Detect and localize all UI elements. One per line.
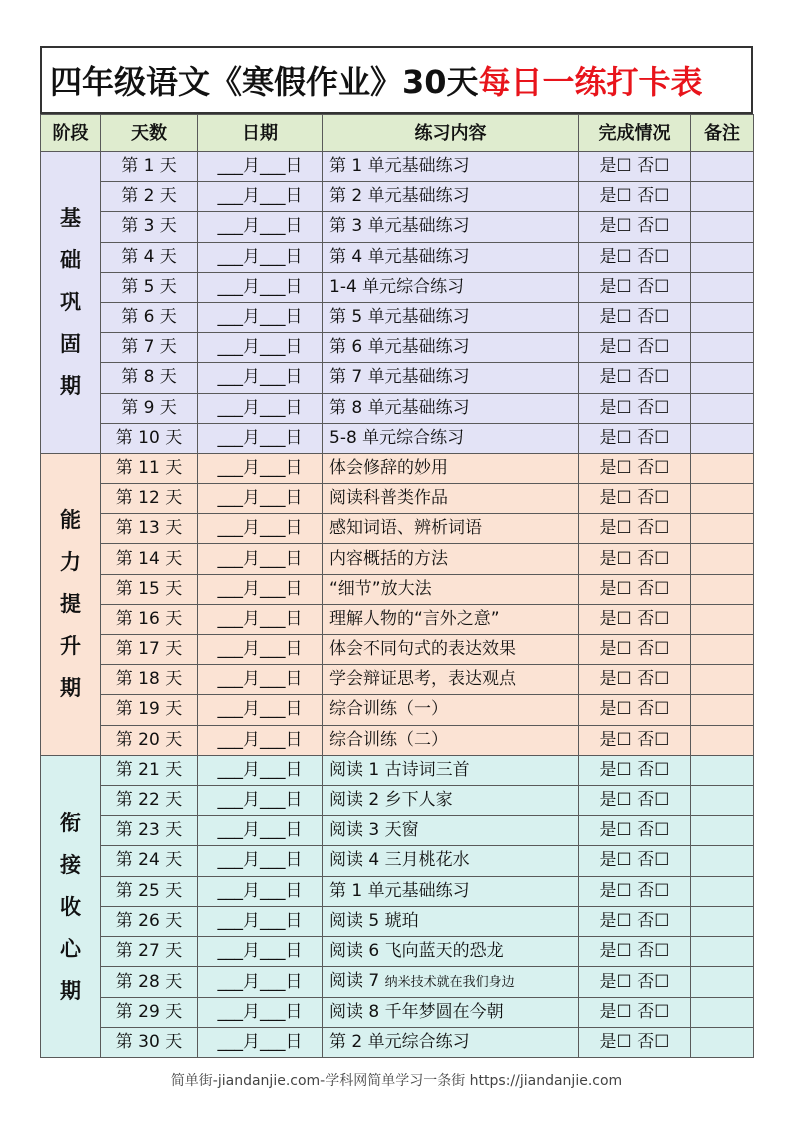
table-row	[41, 998, 754, 1028]
notes-cell[interactable]	[691, 967, 754, 998]
content-text: “细节”放大法	[329, 578, 432, 599]
status-checkboxes[interactable]: 是☐ 否☐	[579, 846, 691, 876]
status-checkboxes[interactable]: 是☐ 否☐	[579, 635, 691, 665]
status-checkboxes[interactable]: 是☐ 否☐	[579, 785, 691, 815]
notes-cell[interactable]	[691, 302, 754, 332]
notes-cell[interactable]	[691, 393, 754, 423]
status-checkboxes[interactable]: 是☐ 否☐	[579, 423, 691, 453]
notes-cell[interactable]	[691, 152, 754, 182]
table-row	[41, 906, 754, 936]
content-cell	[323, 1028, 579, 1058]
status-checkboxes[interactable]: 是☐ 否☐	[579, 876, 691, 906]
content-text: 第 5 单元基础练习	[329, 307, 470, 328]
checkin-table	[40, 114, 754, 1058]
table-row	[41, 755, 754, 785]
date-cell[interactable]: ___月___日	[198, 393, 323, 423]
content-text: 第 4 单元基础练习	[329, 246, 470, 267]
status-checkboxes[interactable]: 是☐ 否☐	[579, 574, 691, 604]
date-cell[interactable]: ___月___日	[198, 785, 323, 815]
notes-cell[interactable]	[691, 423, 754, 453]
table-row	[41, 574, 754, 604]
date-cell[interactable]: ___月___日	[198, 846, 323, 876]
date-cell[interactable]: ___月___日	[198, 272, 323, 302]
content-text: 阅读科普类作品	[329, 488, 448, 509]
content-text: 第 7 单元基础练习	[329, 367, 470, 388]
status-checkboxes[interactable]: 是☐ 否☐	[579, 182, 691, 212]
content-cell	[323, 876, 579, 906]
content-cell	[323, 755, 579, 785]
content-text: 第 8 单元基础练习	[329, 397, 470, 418]
notes-cell[interactable]	[691, 514, 754, 544]
footer-watermark: 简单街-jiandanjie.com-学科网简单学习一条街 https://jiandanjie.com	[170, 1073, 623, 1089]
status-checkboxes[interactable]: 是☐ 否☐	[579, 695, 691, 725]
notes-cell[interactable]	[691, 998, 754, 1028]
content-text: 1-4 单元综合练习	[329, 276, 465, 297]
day-cell: 第 26 天	[101, 906, 198, 936]
date-cell[interactable]: ___月___日	[198, 514, 323, 544]
day-cell: 第 13 天	[101, 514, 198, 544]
day-cell: 第 22 天	[101, 785, 198, 815]
day-cell: 第 23 天	[101, 816, 198, 846]
content-text-small: 纳米技术就在我们身边	[384, 975, 515, 991]
notes-cell[interactable]	[691, 906, 754, 936]
stage-label: 衔 接 收 心 期	[41, 755, 101, 1058]
content-text: 5-8 单元综合练习	[329, 427, 465, 448]
content-cell	[323, 635, 579, 665]
table-row	[41, 1028, 754, 1058]
day-cell: 第 4 天	[101, 242, 198, 272]
table-body	[41, 152, 754, 1058]
status-checkboxes[interactable]: 是☐ 否☐	[579, 363, 691, 393]
status-checkboxes[interactable]: 是☐ 否☐	[579, 242, 691, 272]
status-checkboxes[interactable]: 是☐ 否☐	[579, 604, 691, 634]
notes-cell[interactable]	[691, 695, 754, 725]
table-row	[41, 363, 754, 393]
table-row	[41, 242, 754, 272]
page-title	[40, 46, 753, 114]
schedule-sheet	[40, 46, 753, 1058]
content-text: 阅读 1 古诗词三首	[329, 759, 470, 780]
status-checkboxes[interactable]: 是☐ 否☐	[579, 302, 691, 332]
content-cell	[323, 423, 579, 453]
table-row	[41, 635, 754, 665]
day-cell: 第 19 天	[101, 695, 198, 725]
title-highlight: 每日一练打卡表	[478, 63, 703, 101]
content-text: 学会辩证思考，表达观点	[329, 669, 516, 690]
content-text: 第 1 单元基础练习	[329, 880, 470, 901]
status-checkboxes[interactable]: 是☐ 否☐	[579, 393, 691, 423]
day-cell: 第 11 天	[101, 453, 198, 483]
notes-cell[interactable]	[691, 816, 754, 846]
content-cell	[323, 544, 579, 574]
content-text: 阅读 6 飞向蓝天的恐龙	[329, 940, 504, 961]
notes-cell[interactable]	[691, 182, 754, 212]
table-row	[41, 514, 754, 544]
content-cell	[323, 936, 579, 966]
date-cell[interactable]: ___月___日	[198, 333, 323, 363]
header-stage: 阶段	[41, 115, 101, 152]
date-cell[interactable]: ___月___日	[198, 695, 323, 725]
notes-cell[interactable]	[691, 604, 754, 634]
day-cell: 第 1 天	[101, 152, 198, 182]
day-cell: 第 20 天	[101, 725, 198, 755]
content-cell	[323, 212, 579, 242]
content-text: 阅读 7	[329, 971, 385, 992]
status-checkboxes[interactable]: 是☐ 否☐	[579, 514, 691, 544]
day-cell: 第 27 天	[101, 936, 198, 966]
date-cell[interactable]: ___月___日	[198, 453, 323, 483]
table-row	[41, 182, 754, 212]
content-cell	[323, 998, 579, 1028]
content-cell	[323, 574, 579, 604]
notes-cell[interactable]	[691, 665, 754, 695]
notes-cell[interactable]	[691, 574, 754, 604]
day-cell: 第 2 天	[101, 182, 198, 212]
notes-cell[interactable]	[691, 242, 754, 272]
status-checkboxes[interactable]: 是☐ 否☐	[579, 816, 691, 846]
content-cell	[323, 665, 579, 695]
content-text: 第 2 单元基础练习	[329, 186, 470, 207]
content-cell	[323, 242, 579, 272]
table-row	[41, 272, 754, 302]
notes-cell[interactable]	[691, 333, 754, 363]
content-cell	[323, 363, 579, 393]
day-cell: 第 8 天	[101, 363, 198, 393]
table-row	[41, 423, 754, 453]
date-cell[interactable]: ___月___日	[198, 998, 323, 1028]
table-row	[41, 846, 754, 876]
content-text: 内容概括的方法	[329, 548, 448, 569]
content-text: 第 2 单元综合练习	[329, 1032, 470, 1053]
stage-label: 基 础 巩 固 期	[41, 152, 101, 454]
status-checkboxes[interactable]: 是☐ 否☐	[579, 272, 691, 302]
day-cell: 第 18 天	[101, 665, 198, 695]
table-row	[41, 816, 754, 846]
status-checkboxes[interactable]: 是☐ 否☐	[579, 333, 691, 363]
content-cell	[323, 182, 579, 212]
content-text: 体会修辞的妙用	[329, 457, 448, 478]
date-cell[interactable]: ___月___日	[198, 755, 323, 785]
notes-cell[interactable]	[691, 363, 754, 393]
content-text: 阅读 3 天窗	[329, 820, 419, 841]
stage-label: 能 力 提 升 期	[41, 453, 101, 755]
status-checkboxes[interactable]: 是☐ 否☐	[579, 906, 691, 936]
table-row	[41, 876, 754, 906]
table-row	[41, 302, 754, 332]
table-row	[41, 695, 754, 725]
content-text: 理解人物的“言外之意”	[329, 608, 500, 629]
day-cell: 第 17 天	[101, 635, 198, 665]
notes-cell[interactable]	[691, 453, 754, 483]
date-cell[interactable]: ___月___日	[198, 152, 323, 182]
status-checkboxes[interactable]: 是☐ 否☐	[579, 936, 691, 966]
date-cell[interactable]: ___月___日	[198, 1028, 323, 1058]
notes-cell[interactable]	[691, 846, 754, 876]
content-text: 第 6 单元基础练习	[329, 337, 470, 358]
date-cell[interactable]: ___月___日	[198, 906, 323, 936]
day-cell: 第 6 天	[101, 302, 198, 332]
status-checkboxes[interactable]: 是☐ 否☐	[579, 484, 691, 514]
header-content: 练习内容	[323, 115, 579, 152]
status-checkboxes[interactable]: 是☐ 否☐	[579, 998, 691, 1028]
status-checkboxes[interactable]: 是☐ 否☐	[579, 453, 691, 483]
content-cell	[323, 152, 579, 182]
content-text: 阅读 4 三月桃花水	[329, 850, 470, 871]
date-cell[interactable]: ___月___日	[198, 242, 323, 272]
status-checkboxes[interactable]: 是☐ 否☐	[579, 967, 691, 998]
day-cell: 第 30 天	[101, 1028, 198, 1058]
day-cell: 第 29 天	[101, 998, 198, 1028]
title-main: 四年级语文《寒假作业》30天	[50, 63, 479, 101]
content-cell	[323, 967, 579, 998]
notes-cell[interactable]	[691, 1028, 754, 1058]
content-cell	[323, 393, 579, 423]
day-cell: 第 3 天	[101, 212, 198, 242]
table-row	[41, 393, 754, 423]
day-cell: 第 24 天	[101, 846, 198, 876]
content-text: 体会不同句式的表达效果	[329, 639, 516, 660]
day-cell: 第 15 天	[101, 574, 198, 604]
notes-cell[interactable]	[691, 484, 754, 514]
content-text: 综合训练（一）	[329, 699, 448, 720]
header-row	[41, 115, 754, 152]
content-cell	[323, 816, 579, 846]
table-row	[41, 453, 754, 483]
day-cell: 第 5 天	[101, 272, 198, 302]
header-status: 完成情况	[579, 115, 691, 152]
content-cell	[323, 906, 579, 936]
table-row	[41, 544, 754, 574]
content-cell	[323, 604, 579, 634]
status-checkboxes[interactable]: 是☐ 否☐	[579, 755, 691, 785]
date-cell[interactable]: ___月___日	[198, 484, 323, 514]
content-cell	[323, 484, 579, 514]
day-cell: 第 12 天	[101, 484, 198, 514]
day-cell: 第 25 天	[101, 876, 198, 906]
table-row	[41, 484, 754, 514]
date-cell[interactable]: ___月___日	[198, 665, 323, 695]
content-text: 第 3 单元基础练习	[329, 216, 470, 237]
content-text: 第 1 单元基础练习	[329, 156, 470, 177]
notes-cell[interactable]	[691, 755, 754, 785]
date-cell[interactable]: ___月___日	[198, 936, 323, 966]
status-checkboxes[interactable]: 是☐ 否☐	[579, 725, 691, 755]
notes-cell[interactable]	[691, 212, 754, 242]
date-cell[interactable]: ___月___日	[198, 635, 323, 665]
table-row	[41, 725, 754, 755]
notes-cell[interactable]	[691, 785, 754, 815]
header-day: 天数	[101, 115, 198, 152]
day-cell: 第 21 天	[101, 755, 198, 785]
content-cell	[323, 725, 579, 755]
date-cell[interactable]: ___月___日	[198, 302, 323, 332]
status-checkboxes[interactable]: 是☐ 否☐	[579, 152, 691, 182]
notes-cell[interactable]	[691, 876, 754, 906]
content-text: 感知词语、辨析词语	[329, 518, 482, 539]
content-text: 阅读 8 千年梦圆在今朝	[329, 1002, 504, 1023]
notes-cell[interactable]	[691, 272, 754, 302]
status-checkboxes[interactable]: 是☐ 否☐	[579, 212, 691, 242]
date-cell[interactable]: ___月___日	[198, 876, 323, 906]
table-row	[41, 604, 754, 634]
date-cell[interactable]: ___月___日	[198, 574, 323, 604]
table-row	[41, 936, 754, 966]
date-cell[interactable]: ___月___日	[198, 544, 323, 574]
table-row	[41, 785, 754, 815]
date-cell[interactable]: ___月___日	[198, 212, 323, 242]
content-cell	[323, 695, 579, 725]
content-cell	[323, 846, 579, 876]
day-cell: 第 16 天	[101, 604, 198, 634]
date-cell[interactable]: ___月___日	[198, 816, 323, 846]
date-cell[interactable]: ___月___日	[198, 604, 323, 634]
day-cell: 第 10 天	[101, 423, 198, 453]
table-row	[41, 333, 754, 363]
content-cell	[323, 785, 579, 815]
day-cell: 第 28 天	[101, 967, 198, 998]
status-checkboxes[interactable]: 是☐ 否☐	[579, 1028, 691, 1058]
content-cell	[323, 333, 579, 363]
date-cell[interactable]: ___月___日	[198, 725, 323, 755]
content-text: 综合训练（二）	[329, 729, 448, 750]
header-notes: 备注	[691, 115, 754, 152]
content-cell	[323, 272, 579, 302]
content-cell	[323, 514, 579, 544]
date-cell[interactable]: ___月___日	[198, 363, 323, 393]
date-cell[interactable]: ___月___日	[198, 967, 323, 998]
content-cell	[323, 453, 579, 483]
table-row	[41, 152, 754, 182]
table-row	[41, 665, 754, 695]
content-text: 阅读 5 琥珀	[329, 910, 419, 931]
status-checkboxes[interactable]: 是☐ 否☐	[579, 544, 691, 574]
date-cell[interactable]: ___月___日	[198, 182, 323, 212]
day-cell: 第 7 天	[101, 333, 198, 363]
day-cell: 第 9 天	[101, 393, 198, 423]
content-cell	[323, 302, 579, 332]
content-text: 阅读 2 乡下人家	[329, 790, 453, 811]
status-checkboxes[interactable]: 是☐ 否☐	[579, 665, 691, 695]
table-row	[41, 967, 754, 998]
day-cell: 第 14 天	[101, 544, 198, 574]
notes-cell[interactable]	[691, 936, 754, 966]
table-row	[41, 212, 754, 242]
date-cell[interactable]: ___月___日	[198, 423, 323, 453]
notes-cell[interactable]	[691, 544, 754, 574]
header-date: 日期	[198, 115, 323, 152]
notes-cell[interactable]	[691, 635, 754, 665]
notes-cell[interactable]	[691, 725, 754, 755]
